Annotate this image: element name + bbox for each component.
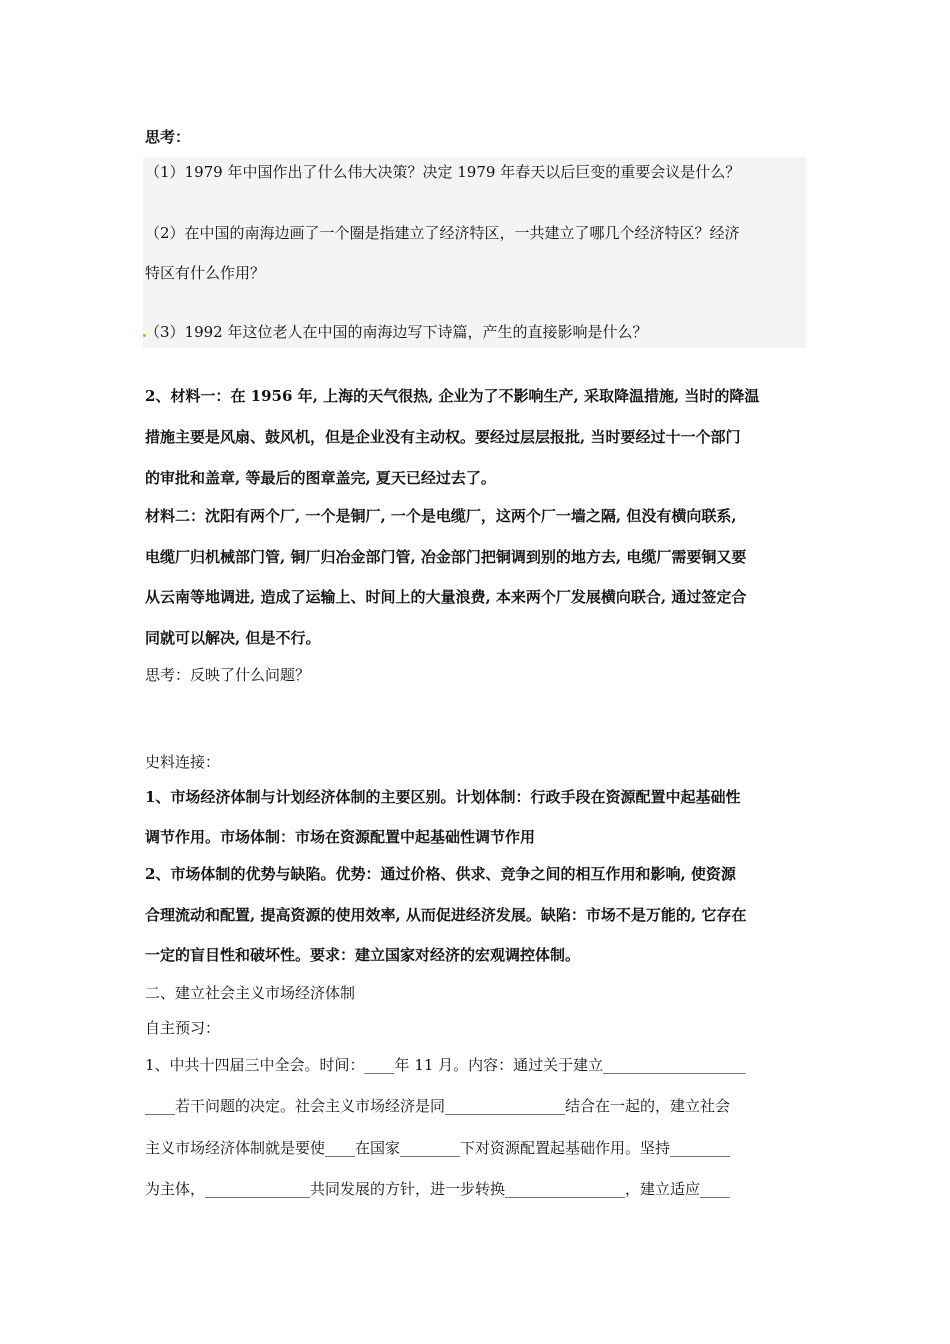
history-heading: 史料连接： — [145, 753, 221, 771]
fill-in-line-2: ____若干问题的决定。社会主义市场经济是同________________结合在一起的，建立社会 — [145, 1097, 731, 1115]
history-point-1-line-2: 调节作用。市场体制：市场在资源配置中起基础性调节作用 — [145, 828, 536, 846]
material-2-line-3: 从云南等地调进, 造成了运输上、时间上的大量浪费, 本来两个厂发展横向联合, 通过签定合 — [145, 588, 747, 606]
fill-in-line-1: 1、中共十四届三中全会。时间：____年 11 月。内容：通过关于建立___________________ — [145, 1056, 746, 1074]
think-question: 思考：反映了什么问题？ — [145, 666, 311, 684]
section-two-title: 二、建立社会主义市场经济体制 — [145, 984, 356, 1002]
fill-in-line-4: 为主体，______________共同发展的方针，进一步转换________________，建立适应____ — [145, 1180, 731, 1198]
history-point-1-line-1: 1、市场经济体制与计划经济体制的主要区别。计划体制：行政手段在资源配置中起基础性 — [145, 788, 741, 806]
material-1-line-2: 措施主要是风扇、鼓风机，但是企业没有主动权。要经过层层报批, 当时要经过十一个部门 — [145, 428, 741, 446]
question-1: （1）1979 年中国作出了什么伟大决策？决定 1979 年春天以后巨变的重要会议是什么？ — [145, 163, 741, 181]
self-study-heading: 自主预习： — [145, 1019, 221, 1037]
material-2-line-1: 材料二：沈阳有两个厂, 一个是铜厂, 一个是电缆厂，这两个厂一墙之隔, 但没有横向联系, — [145, 507, 737, 525]
fill-in-line-3: 主义市场经济体制就是要使____在国家________下对资源配置起基础作用。坚持________ — [145, 1139, 731, 1157]
question-2-line-2: 特区有什么作用？ — [145, 264, 266, 282]
question-2-line-1: （2）在中国的南海边画了一个圈是指建立了经济特区，一共建立了哪几个经济特区？经济 — [145, 224, 740, 242]
history-point-2-line-1: 2、市场体制的优势与缺陷。优势：通过价格、供求、竞争之间的相互作用和影响, 使资源 — [145, 865, 736, 883]
material-1-line-3: 的审批和盖章, 等最后的图章盖完, 夏天已经过去了。 — [145, 469, 496, 487]
material-2-line-2: 电缆厂归机械部门管, 铜厂归冶金部门管, 冶金部门把铜调到别的地方去, 电缆厂需要铜又要 — [145, 548, 747, 566]
history-point-2-line-2: 合理流动和配置, 提高资源的使用效率, 从而促进经济发展。缺陷：市场不是万能的, 它存在 — [145, 906, 747, 924]
material-1-line-1: 2、材料一：在 1956 年, 上海的天气很热, 企业为了不影响生产, 采取降温措施, 当时的降温 — [145, 387, 760, 405]
material-2-line-4: 同就可以解决, 但是不行。 — [145, 629, 321, 647]
question-3: （3）1992 年这位老人在中国的南海边写下诗篇，产生的直接影响是什么？ — [145, 323, 648, 341]
history-point-2-line-3: 一定的盲目性和破坏性。要求：建立国家对经济的宏观调控体制。 — [145, 946, 581, 964]
think-heading: 思考： — [145, 128, 191, 146]
question-highlight-box — [143, 157, 806, 348]
